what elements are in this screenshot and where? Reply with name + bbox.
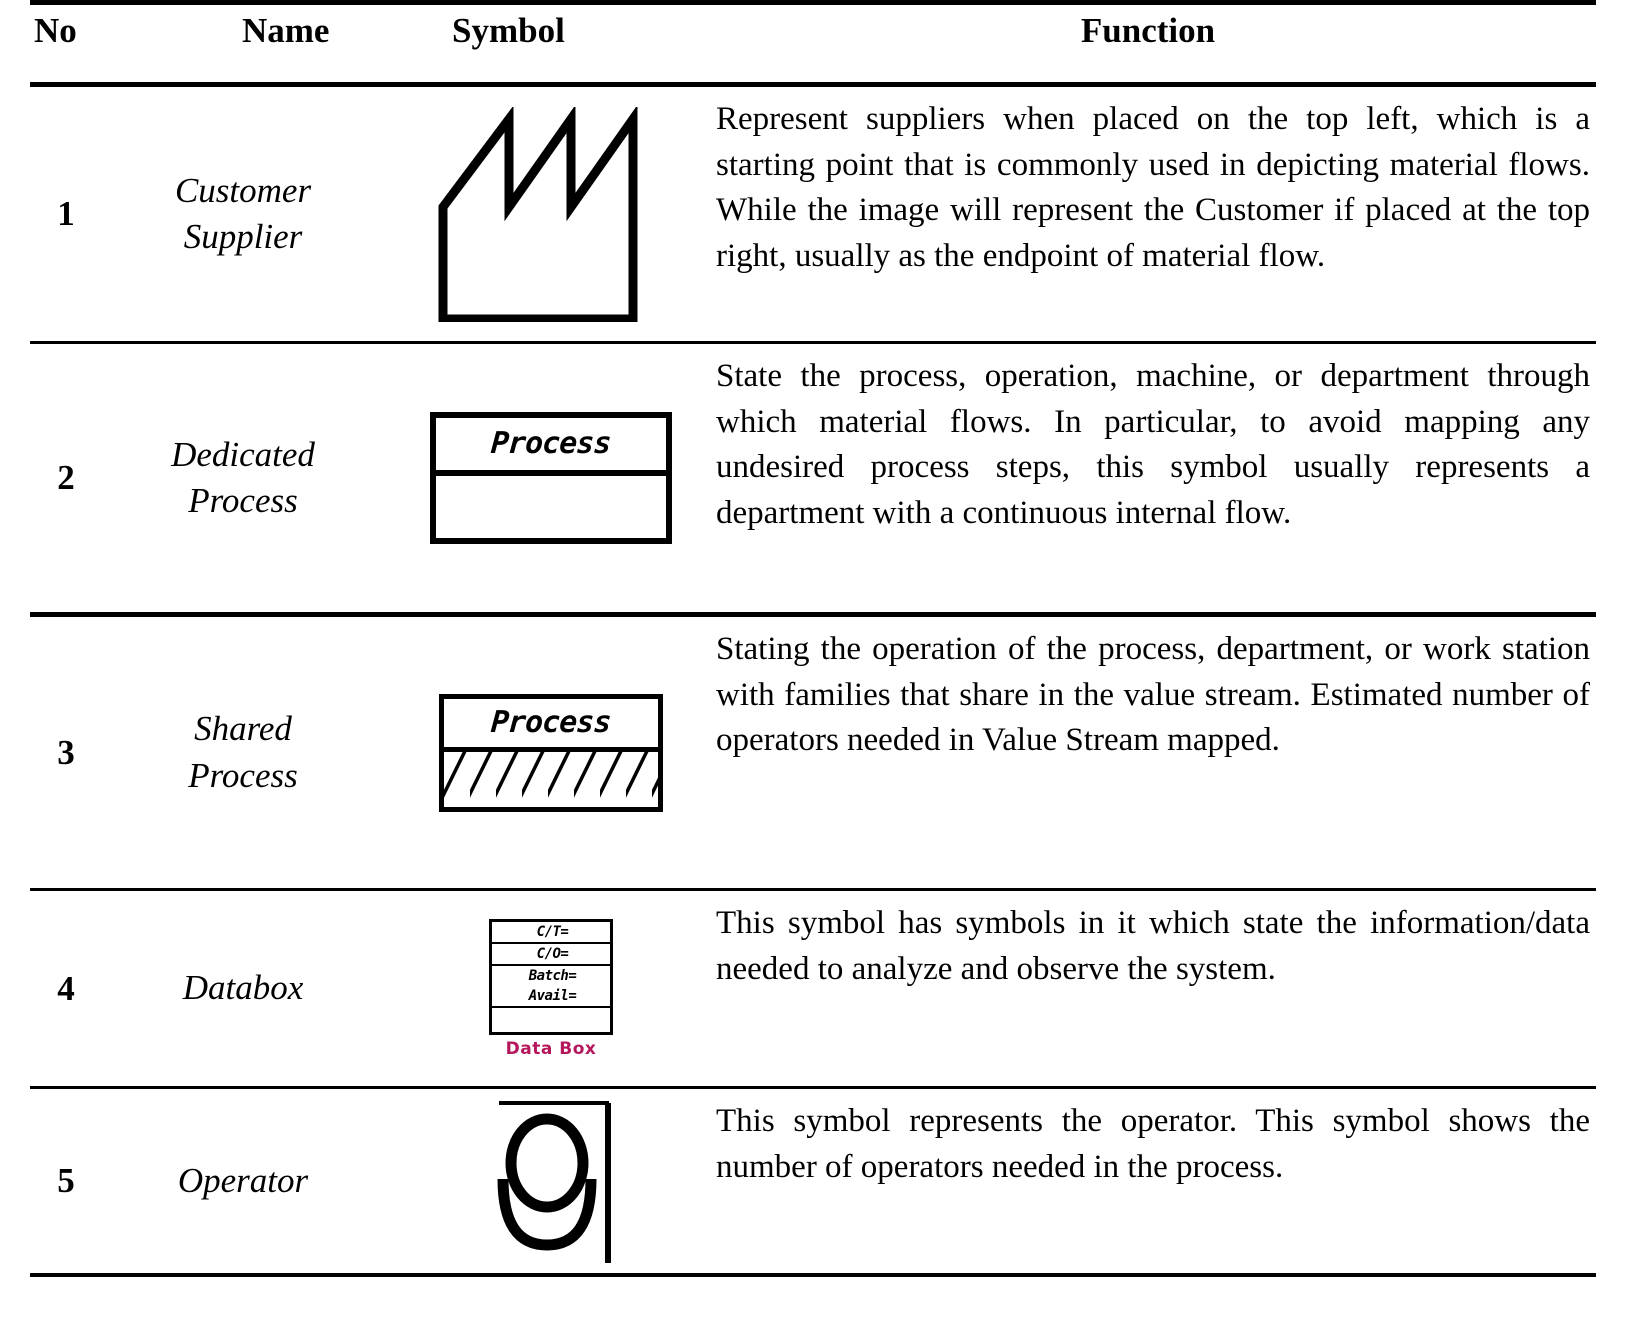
row-symbol bbox=[402, 615, 700, 890]
row-name-line2: Process bbox=[188, 481, 298, 520]
row-name bbox=[102, 615, 402, 890]
databox-row: Batch= bbox=[528, 967, 577, 984]
row-function: State the process, operation, machine, or department through which material flows. In particular, to avoid mapping any undesired process steps, this symbol usually represents a department with a continuous internal flow. bbox=[716, 358, 1590, 531]
row-number: 4 bbox=[57, 968, 75, 1008]
row-symbol bbox=[402, 1088, 700, 1273]
row-name-line2: Supplier bbox=[183, 217, 303, 256]
dedicated-process-box-icon bbox=[430, 412, 672, 544]
row-name-line2: Process bbox=[188, 755, 298, 795]
process-box-label: Process bbox=[490, 426, 612, 461]
table-body bbox=[30, 85, 1596, 1273]
table-bottom-rule bbox=[30, 1273, 1596, 1277]
diagonal-hatch-icon bbox=[444, 752, 658, 807]
databox-row: Avail= bbox=[492, 986, 610, 1008]
row-number: 3 bbox=[57, 732, 75, 772]
row-function: Stating the operation of the process, department, or work station with families that share in the value stream. Estimated number of operators needed in Value Stream mapped. bbox=[716, 631, 1590, 759]
table-row bbox=[30, 343, 1596, 615]
row-name bbox=[102, 890, 402, 1088]
table-row bbox=[30, 615, 1596, 890]
row-symbol bbox=[402, 85, 700, 343]
row-name bbox=[102, 85, 402, 343]
shared-process-hatched-box-icon bbox=[439, 694, 663, 812]
operator-person-icon bbox=[481, 1097, 621, 1265]
table-header bbox=[30, 3, 1596, 85]
databox-icon bbox=[489, 919, 613, 1035]
column-header-name: Name bbox=[242, 11, 330, 50]
column-header-function: Function bbox=[1080, 11, 1216, 50]
row-name-line1: Customer bbox=[174, 170, 312, 210]
table-row bbox=[30, 85, 1596, 343]
vsm-symbol-table bbox=[30, 0, 1596, 1273]
factory-sawtooth-icon bbox=[431, 107, 671, 322]
databox-row: C/O= bbox=[492, 944, 610, 966]
row-name bbox=[102, 1088, 402, 1273]
column-header-no: No bbox=[34, 11, 77, 50]
column-header-symbol: Symbol bbox=[452, 11, 565, 50]
databox-row: C/T= bbox=[492, 922, 610, 944]
row-name-line1: Shared bbox=[194, 709, 292, 749]
row-number: 1 bbox=[57, 194, 75, 233]
process-box-hatch-body bbox=[444, 752, 658, 807]
row-name-line1: Operator bbox=[177, 1160, 309, 1200]
row-number: 2 bbox=[57, 458, 75, 497]
process-box-body bbox=[436, 476, 666, 538]
row-function: This symbol represents the operator. This symbol shows the number of operators needed in the process. bbox=[716, 1103, 1590, 1185]
databox-caption: Data Box bbox=[505, 1038, 597, 1059]
row-name-line1: Dedicated bbox=[171, 434, 315, 474]
row-symbol bbox=[402, 890, 700, 1088]
row-symbol bbox=[402, 343, 700, 615]
process-box-label: Process bbox=[490, 704, 612, 740]
row-name-line1: Databox bbox=[182, 968, 304, 1008]
row-function: Represent suppliers when placed on the top left, which is a starting point that is commonly used in depicting material flows. While the image will represent the Customer if placed at the top right, usually as the endpoint of material flow. bbox=[716, 101, 1590, 274]
table-row bbox=[30, 1088, 1596, 1273]
row-name bbox=[102, 343, 402, 615]
row-function: This symbol has symbols in it which state the information/data needed to analyze and observe the system. bbox=[716, 905, 1590, 987]
row-number: 5 bbox=[57, 1160, 75, 1200]
databox-empty-row bbox=[492, 1008, 610, 1032]
table-row bbox=[30, 890, 1596, 1088]
header-row bbox=[30, 3, 1596, 85]
